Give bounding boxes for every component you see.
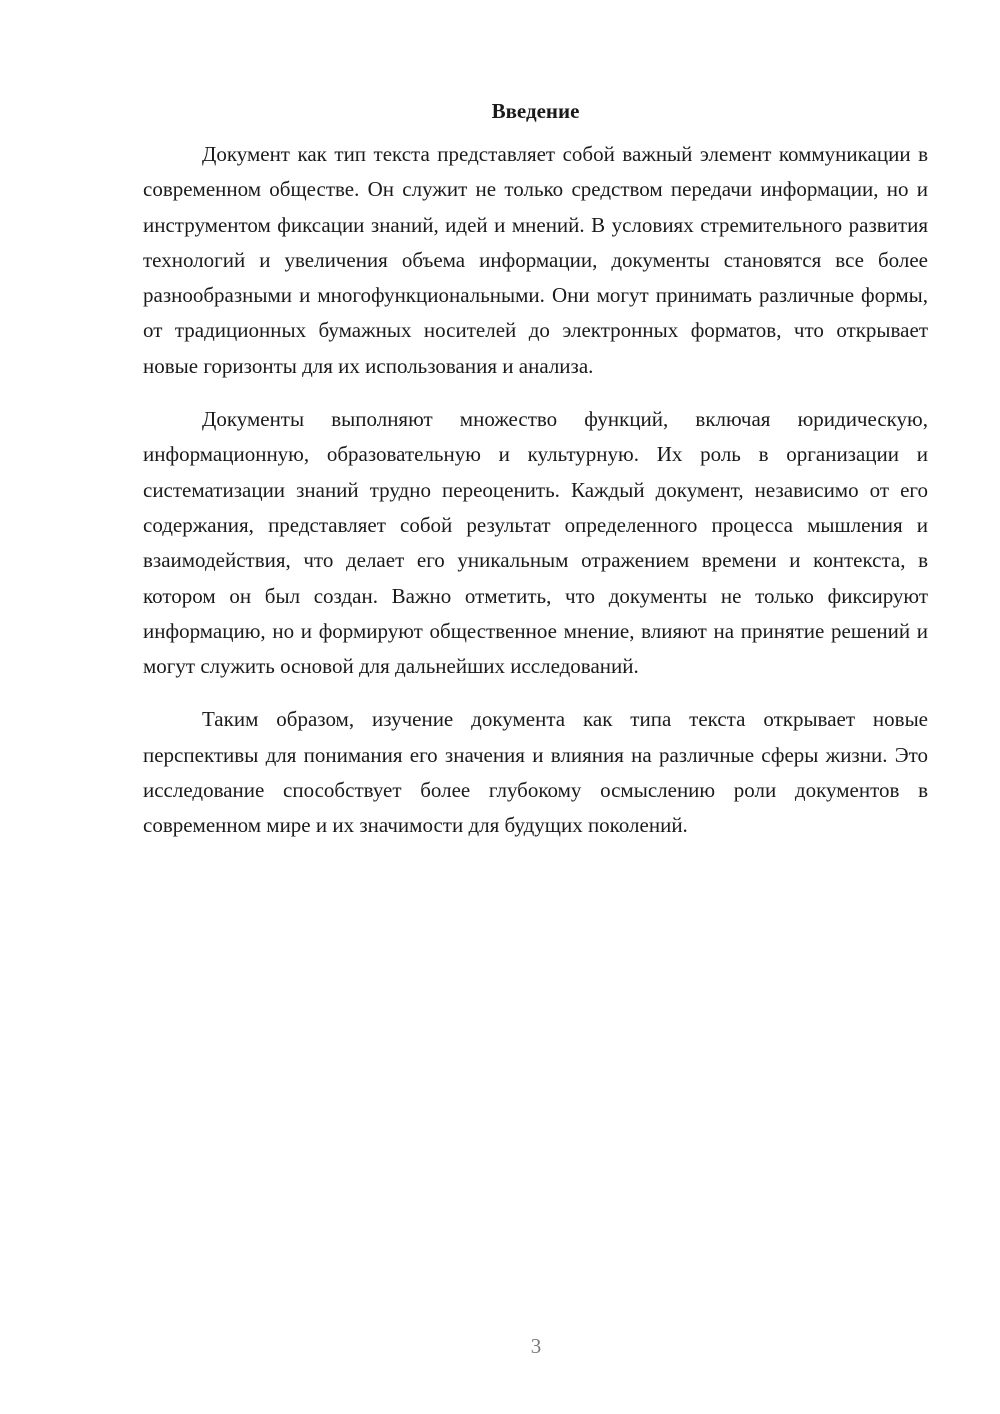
paragraph-1: Документ как тип текста представляет собой важный элемент коммуникации в современном обществе. Он служит не только средством передачи информации, но и инструментом фиксации знаний, идей и мнений. В условиях стремительного развития технологий и увеличения объема информации, документы становятся все более разнообразными и многофункциональными. Они могут принимать различные формы, от традиционных бумажных носителей до электронных форматов, что открывает новые горизонты для их использования и анализа. [143, 142, 928, 378]
paragraph-2: Документы выполняют множество функций, включая юридическую, информационную, образовательную и культурную. Их роль в организации и систематизации знаний трудно переоценить. Каждый документ, независимо от его содержания, представляет собой результат определенного процесса мышления и взаимодействия, что делает его уникальным отражением времени и контекста, в котором он был создан. Важно отметить, что документы не только фиксируют информацию, но и формируют общественное мнение, влияют на принятие решений и могут служить основой для дальнейших исследований. [143, 407, 928, 679]
page-number: 3 [530, 1334, 542, 1358]
paragraph-3: Таким образом, изучение документа как типа текста открывает новые перспективы для понимания его значения и влияния на различные сферы жизни. Это исследование способствует более глубокому осмыслению роли документов в современном мире и их значимости для будущих поколений. [143, 707, 928, 838]
page-content [143, 96, 928, 862]
section-heading: Введение [491, 99, 580, 123]
